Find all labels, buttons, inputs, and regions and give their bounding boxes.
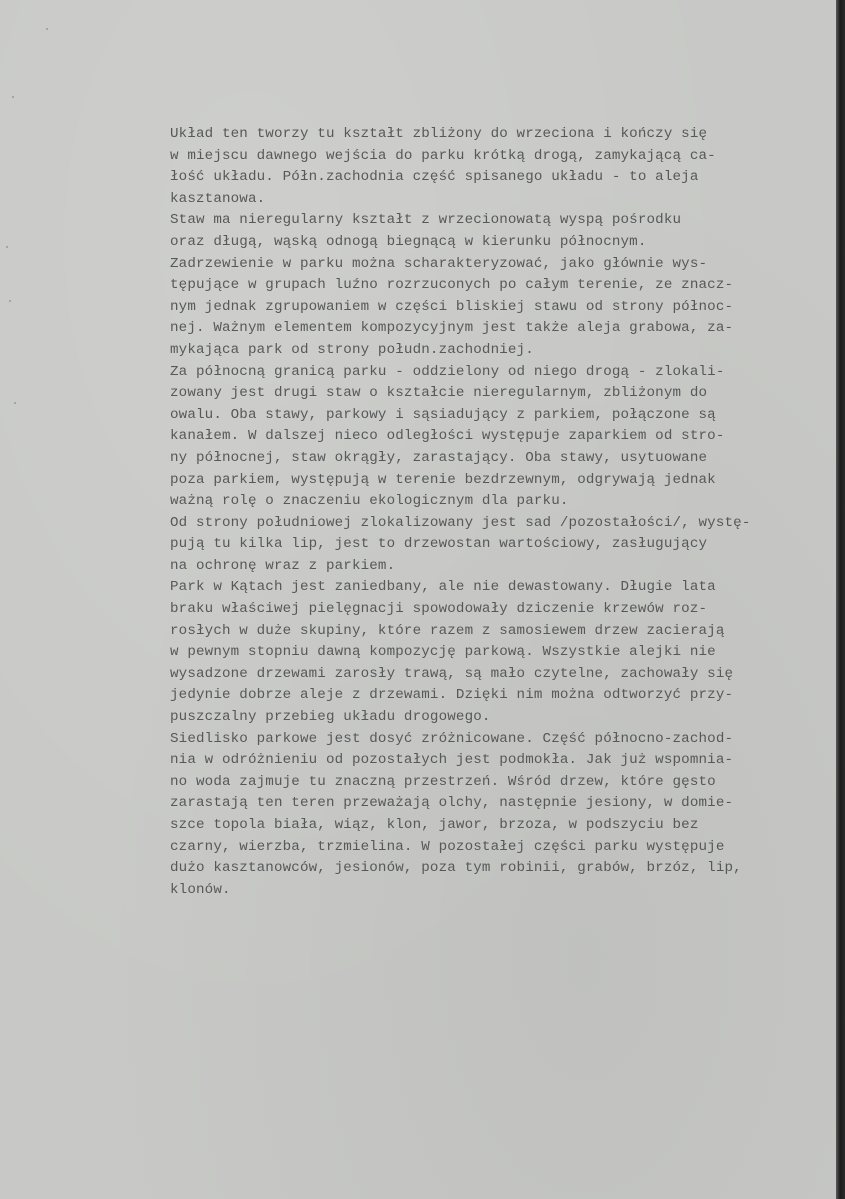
text-line: dużo kasztanowców, jesionów, poza tym robinii, grabów, brzóz, lip, bbox=[170, 860, 742, 877]
text-line: Od strony południowej zlokalizowany jest sad /pozostałości/, wystę- bbox=[170, 514, 751, 531]
paper-speck bbox=[6, 246, 8, 248]
text-line: na ochronę wraz z parkiem. bbox=[170, 557, 396, 574]
text-line: braku właściwej pielęgnacji spowodowały dziczenie krzewów roz- bbox=[170, 601, 708, 618]
text-line: kanałem. W dalszej nieco odległości występuje zaparkiem od stro- bbox=[170, 428, 725, 445]
text-line: ważną rolę o znaczeniu ekologicznym dla parku. bbox=[170, 493, 569, 510]
text-line: nym jednak zgrupowaniem w części bliskiej stawu od strony północ- bbox=[170, 298, 734, 315]
text-line: oraz długą, wąską odnogą biegnącą w kierunku północnym. bbox=[170, 233, 647, 250]
text-line: wysadzone drzewami zarosły trawą, są mało czytelne, zachowały się bbox=[170, 665, 734, 682]
paper-speck bbox=[14, 402, 16, 404]
text-line: czarny, wierzba, trzmielina. W pozostałej części parku występuje bbox=[170, 838, 725, 855]
scan-edge bbox=[836, 0, 845, 1199]
text-line: zarastają ten teren przeważają olchy, następnie jesiony, w domie- bbox=[170, 795, 734, 812]
paper-speck bbox=[9, 300, 11, 302]
paper-speck bbox=[12, 96, 14, 98]
text-line: łość układu. Półn.zachodnia część spisanego układu - to aleja bbox=[170, 169, 699, 186]
text-line: mykająca park od strony połudn.zachodniej. bbox=[170, 341, 534, 358]
text-line: Układ ten tworzy tu kształt zbliżony do wrzeciona i kończy się bbox=[170, 126, 708, 142]
text-line: Park w Kątach jest zaniedbany, ale nie dewastowany. Długie lata bbox=[170, 579, 716, 596]
text-line: w miejscu dawnego wejścia do parku krótką drogą, zamykającą ca- bbox=[170, 147, 716, 164]
text-line: nej. Ważnym elementem kompozycyjnym jest także aleja grabowa, za- bbox=[170, 320, 734, 337]
text-line: zowany jest drugi staw o kształcie nieregularnym, zbliżonym do bbox=[170, 385, 708, 402]
typewritten-text bbox=[170, 124, 820, 901]
text-line: Za północną granicą parku - oddzielony od niego drogą - zlokali- bbox=[170, 363, 725, 380]
paper-speck bbox=[46, 28, 48, 30]
text-line: owalu. Oba stawy, parkowy i sąsiadujący z parkiem, połączone są bbox=[170, 406, 716, 423]
text-line: jedynie dobrze aleje z drzewami. Dzięki nim można odtworzyć przy- bbox=[170, 687, 734, 704]
text-line: w pewnym stopniu dawną kompozycję parkową. Wszystkie alejki nie bbox=[170, 644, 716, 661]
text-line: puszczalny przebieg układu drogowego. bbox=[170, 709, 491, 726]
text-line: kasztanowa. bbox=[170, 190, 266, 207]
text-line: no woda zajmuje tu znaczną przestrzeń. Wśród drzew, które gęsto bbox=[170, 773, 716, 790]
text-line: pują tu kilka lip, jest to drzewostan wartościowy, zasługujący bbox=[170, 536, 708, 553]
text-line: tępujące w grupach luźno rozrzuconych po całym terenie, ze znacz- bbox=[170, 277, 734, 294]
text-line: rosłych w duże skupiny, które razem z samosiewem drzew zacierają bbox=[170, 622, 725, 639]
text-line: klonów. bbox=[170, 881, 231, 898]
text-line: nia w odróżnieniu od pozostałych jest podmokła. Jak już wspomnia- bbox=[170, 752, 734, 769]
text-line: poza parkiem, występują w terenie bezdrzewnym, odgrywają jednak bbox=[170, 471, 716, 488]
text-line: ny północnej, staw okrągły, zarastający. Oba stawy, usytuowane bbox=[170, 449, 708, 466]
text-line: Zadrzewienie w parku można scharakteryzować, jako głównie wys- bbox=[170, 255, 708, 272]
text-line: Siedlisko parkowe jest dosyć zróżnicowane. Część północno-zachod- bbox=[170, 730, 734, 747]
text-line: szce topola biała, wiąz, klon, jawor, brzoza, w podszyciu bez bbox=[170, 817, 699, 833]
text-line: Staw ma nieregularny kształt z wrzecionowatą wyspą pośrodku bbox=[170, 212, 682, 229]
